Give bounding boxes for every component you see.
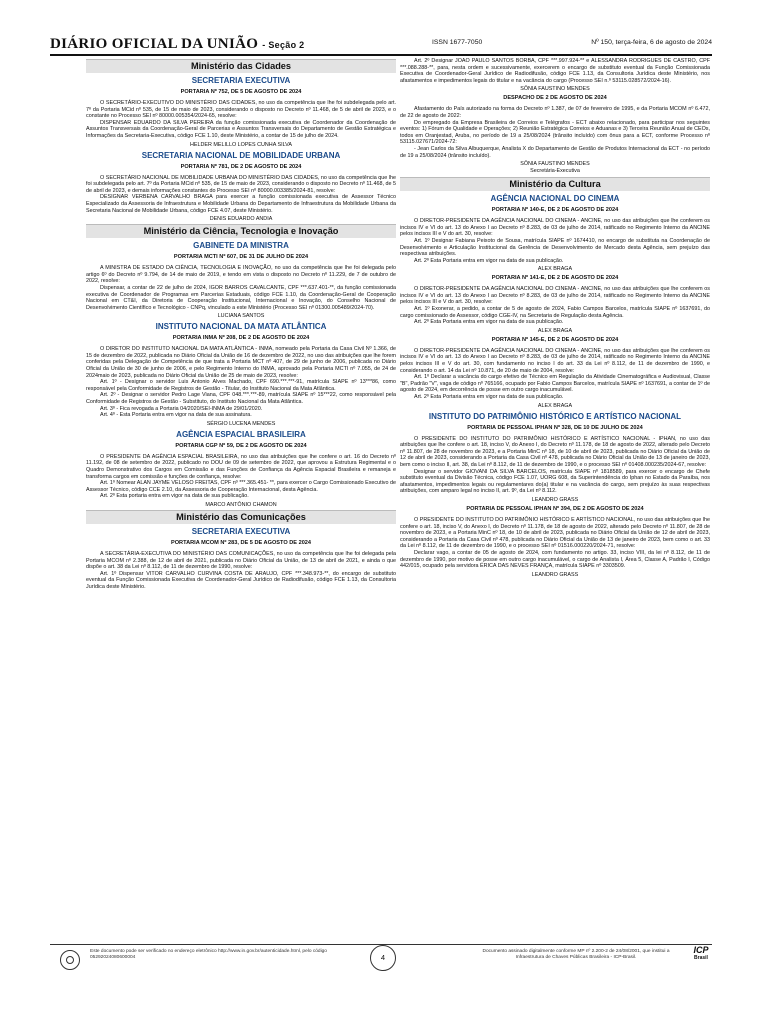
- act-title: PORTARIA CGP Nº 59, DE 2 DE AGOSTO DE 2024: [175, 442, 307, 449]
- paragraph: Designar o servidor GIOVANI DA SILVA BARCELOS, matrícula SIAPE nº 1818589, para exercer o encargo de Chefe substituto eventual da Divisão Técnica, código FCE 1.07, UORG 608, da Superintendência do Iphan no Estado da Paraíba, nos afastamentos, impedimentos legais ou regulamentares do(a) titular e na vacância do cargo, sem prejuízo às suas respectivas atribuições, com amparo legal no inciso II, art. 9º, da Lei nº 8.112.: [400, 468, 710, 495]
- paragraph: Art. 3º - Fica revogada a Portaria 04/2020/SEI-INMA de 29/01/2020.: [100, 405, 263, 412]
- paragraph: DESIGNAR VERBENA CARVALHO BRAGA para exercer a função comissionada executiva de Assessor Técnico Especializado da Assessoria de Infraestrutura e Mobilidade Urbana do Departamento de Infraestrutura da Mobilidade Urbana da Secretaria Nacional de Mobilidade Urbana, código FCE 4.07, deste Ministério.: [86, 194, 396, 214]
- masthead-rule: [50, 54, 712, 56]
- act-title: PORTARIA DE PESSOAL IPHAN Nº 328, DE 10 DE JULHO DE 2024: [467, 424, 643, 431]
- masthead-issn: ISSN 1677-7050: [432, 39, 483, 46]
- signature: LEANDRO GRASS: [531, 496, 579, 503]
- paragraph: A MINISTRA DE ESTADO DA CIÊNCIA, TECNOLOGIA E INOVAÇÃO, no uso da competência que lhe foi delegada pelo artigo 6º do Decreto nº 9.794, de 14 de maio de 2019, e tendo em vista o disposto no Decreto nº 11.229, de 7 de outubro de 2022, resolve:: [86, 265, 396, 285]
- left-column: [86, 58, 396, 942]
- paragraph: Art. 2º - Designar o servidor Pedro Lage Viana, CPF 048.***.***-89, matrícula SIAPE nº 15***22, como responsável pela Conformidade de Registros de Gestão - Substituto, do Instituto Nacional da Mata Atlântica.: [86, 392, 396, 406]
- masthead-issue: Nº 150, terça-feira, 6 de agosto de 2024: [591, 39, 712, 46]
- org-heading: AGÊNCIA NACIONAL DO CINEMA: [490, 194, 620, 204]
- footer-signature-text: Documento assinado digitalmente conforme MP nº 2.200-2 de 24/08/2001, que institui a Infraestrutura de Chaves Públicas Brasileira - ICP-Brasil.: [482, 949, 670, 960]
- paragraph: Art. 2º Esta Portaria entra em vigor na data de sua publicação.: [414, 394, 564, 400]
- paragraph: O PRESIDENTE DO INSTITUTO DO PATRIMÔNIO HISTÓRICO E ARTÍSTICO NACIONAL - IPHAN, no uso das atribuições que lhe confere o art. 18, inciso V, do Anexo I, do Decreto nº 11.178, de 18 de agosto de 2022, alterado pelo Decreto nº 11.807, de 28 de novembro de 2023, e a Portaria MinC nº 18, de 10 de abril de 2023, publicada no Diário Oficial da União de 12 de abril de 2023, considerando a Portaria da Casa Civil nº 478, publicada no Diário Oficial da União de 13 de janeiro de 2023, bem como o inciso II, art. 38, da Lei nº 8.112, de 11 de dezembro de 1990, e o processo SEI nº 01408.000235/2024-67, resolve:: [400, 435, 710, 468]
- signature: SÔNIA FAUSTINO MENDES: [520, 86, 590, 93]
- paragraph: Art. 1º Designar Fabiana Peixoto de Sousa, matrícula SIAPE nº 1674410, no encargo de substituta na Coordenação de Desenvolvimento e Articulação Institucional da Gerência de Desenvolvimento de Mercado desta Agência, sem prejuízo das respectivas atribuições.: [400, 237, 710, 258]
- icp-logo-text: ICP: [693, 945, 709, 955]
- paragraph: O DIRETOR DO INSTITUTO NACIONAL DA MATA ATLÂNTICA - INMA, nomeado pela Portaria da Casa Civil Nº 1.366, de 15 de dezembro de 2022, publicada no Diário Oficial da União de 16 de dezembro de 2022, no uso das atribuições que lhe forem conferidas pela Delegação de Competência de que trata a Portaria MCT nº 407, de 29 de junho de 2006, publicada no Diário Oficial da União de 30 de junho de 2006, e pelo Regimento Interno do INMA, aprovado pela Portaria MCTI nº 7.055, de 24 de 2024maio de 2023, publicada no Diário Oficial da União de 25 de maio de 2023, resolve:: [86, 346, 396, 379]
- paragraph: A SECRETÁRIA-EXECUTIVA DO MINISTÉRIO DAS COMUNICAÇÕES, no uso da competência que lhe foi delegada pela Portaria MCOM nº 2.388, de 12 de abril de 2021, publicada no Diário Oficial da União, de 13 de abril de 2021, e ainda o que dispõe o art. 38 da Lei nº 8.112, de 11 de dezembro de 1990, resolve:: [86, 550, 396, 571]
- paragraph: Art. 2º Esta Portaria entra em vigor na data de sua publicação.: [414, 257, 564, 264]
- signature: SÔNIA FAUSTINO MENDES: [520, 161, 590, 168]
- org-heading: INSTITUTO DO PATRIMÔNIO HISTÓRICO E ARTÍSTICO NACIONAL: [428, 411, 682, 421]
- signature: ALEX BRAGA: [537, 327, 573, 334]
- signature: HELDER MELILLO LOPES CUNHA SILVA: [190, 141, 292, 148]
- paragraph: O SECRETÁRIO-EXECUTIVO DO MINISTÉRIO DAS CIDADES, no uso da competência que lhe foi subdelegada pelo art. 7º da Portaria MCid nº 535, de 15 de maio de 2023, considerando o disposto no Decreto nº 11.468, de 5 de abril de 2023, e o constante no Processo SEI nº 80000.005354/2024-65, resolve:: [86, 100, 396, 120]
- paragraph: O PRESIDENTE DA AGÊNCIA ESPACIAL BRASILEIRA, no uso das atribuições que lhe confere o art. 16 do Decreto nº 11.192, de 08 de setembro de 2022, publicado no DOU de 09 de setembro de 2022, que aprovou a Estrutura Regimental e o Quadro Demonstrativo dos Cargos em Comissão e das Funções de Confiança da Agência Espacial Brasileira e remaneja e transforma cargos em comissão e funções de confiança, resolve:: [86, 453, 396, 480]
- ministry-heading: Ministério da Cultura: [400, 177, 710, 191]
- page-number: 4: [370, 945, 396, 971]
- right-column: [400, 58, 710, 942]
- paragraph: - Jean Carlos da Silva Albuquerque, Analista X do Departamento de Gestão de Produtos Internacional da ECT - no período de 19 a 25/08/2024 (trânsito incluído).: [400, 145, 710, 159]
- paragraph: Art. 1º Dispensar VITOR CARVALHO CURVINA COSTA DE ARAUJO, CPF ***.348.973-**, do encargo de substituto eventual da Função Comissionada Executiva de Coordenador-Geral Jurídico de Radiodifusão, código FCE 1.13, da Consultoria Jurídica deste Ministério.: [86, 570, 396, 590]
- paragraph: Art. 1º Nomear ALAN JAYME VELOSO FREITAS, CPF nº ***.365.451- **, para exercer o Cargo Comissionado Executivo de Assessor Técnico, código CCE 2.10, da Assessoria de Cooperação Internacional, desta Agência.: [86, 480, 396, 493]
- coat-of-arms-icon: [60, 950, 80, 970]
- signature-role: Secretária-Executiva: [530, 168, 580, 175]
- paragraph: Art. 1º Declarar a vacância do cargo efetivo de Técnico em Regulação da Atividade Cinematográfica e Audiovisual, Classe "B", Padrão "V", vaga de código nº 765166, ocupado por Fabio Campos Barcelos, matrícula SIAPE nº 1637691, a contar de 1º de agosto de 2024, em decorrência de posse em outro cargo inacumulável.: [400, 374, 710, 394]
- paragraph: Art. 2º Esta portaria entra em vigor na data de sua publicação.: [100, 493, 249, 500]
- paragraph: O SECRETÁRIO NACIONAL DE MOBILIDADE URBANA DO MINISTÉRIO DAS CIDADES, no uso da competência que lhe foi subdelegada pelo art. 7º da Portaria MCid nº 535, de 15 de maio de 2023, considerando o disposto no Decreto nº 11.468, de 5 de abril de 2023, e demais informações constantes do Processo SEI nº 80000.003385/2024-81, resolve:: [86, 174, 396, 194]
- org-heading: SECRETARIA NACIONAL DE MOBILIDADE URBANA: [141, 150, 341, 160]
- icp-brasil-logo: [690, 946, 712, 961]
- signature: ALEX BRAGA: [537, 266, 573, 273]
- act-title: PORTARIA Nº 145-E, DE 2 DE AGOSTO DE 2024: [491, 336, 619, 343]
- org-heading: GABINETE DA MINISTRA: [193, 241, 289, 251]
- paragraph: Afastamento do País autorizado na forma do Decreto nº 1.387, de 07 de fevereiro de 1995, e da Portaria MCOM nº 6.472, de 22 de agosto de 2022:: [400, 106, 710, 119]
- paragraph: O DIRETOR-PRESIDENTE DA AGÊNCIA NACIONAL DO CINEMA - ANCINE, no uso das atribuições que lhe conferem os incisos IV e VI do art. 13 do Anexo I ao Decreto nº 8.283, de 03 de julho de 2014, ratificado no Regimento Interno da ANCINE pelos incisos III e V do art. 30, com fundamento no inciso I do art. 33 da Lei nº 8.112, de 11 de dezembro de 1990, e considerando o art. 14 da Lei nº 10.871, de 20 de maio de 2004, resolve:: [400, 347, 710, 374]
- act-title: PORTARIA Nº 752, DE 5 DE AGOSTO DE 2024: [180, 89, 302, 95]
- masthead-section: - Seção 2: [262, 40, 305, 50]
- act-title: PORTARIA DE PESSOAL IPHAN Nº 394, DE 2 DE AGOSTO DE 2024: [466, 505, 644, 512]
- act-title: PORTARIA Nº 141-E, DE 2 DE AGOSTO DE 2024: [491, 275, 619, 282]
- paragraph: Art. 4º - Esta Portaria entra em vigor na data de sua assinatura.: [100, 412, 252, 419]
- paragraph: Dispensar, a contar de 22 de julho de 2024, IGOR BARROS CAVALCANTE, CPF ***.637.401-**, da função comissionada executiva de Coordenador de Programas em Parcerias Estaduais, código FCE 1.10, da Coordenação-Geral de Cooperação Nacional em CT&I, da Diretoria de Cooperação Institucional, Internacional e Inovação, do Conselho Nacional de Desenvolvimento Científico e Tecnológico - CNPq, vinculado a este Ministério (Processo SEI nº 01300.005489/2024-70).: [86, 284, 396, 311]
- paragraph: Art. 2º Designar JOAO PAULO SANTOS BORBA, CPF ***.997.924-** e ALESSANDRA RODRIGUES DE CASTRO, CPF ***.088.288-**, para, nesta ordem e sucessivamente, exercerem o encargo de substituto eventual da Função Comissionada Executiva de Coordenador-Geral Jurídico de Radiodifusão, código FCE 1.13, da Consultoria Jurídica deste Ministério, nos afastamentos e impedimentos legais do titular e na vacância do cargo (Processo SEI n.º 53115.028572/2024-16).: [400, 58, 710, 84]
- signature: SÉRGIO LUCENA MENDES: [206, 420, 276, 427]
- act-title: PORTARIA MCOM Nº 283, DE 5 DE AGOSTO DE 2024: [170, 539, 312, 546]
- ministry-heading: Ministério das Comunicações: [86, 510, 396, 524]
- ministry-heading: Ministério das Cidades: [86, 59, 396, 73]
- signature: DENIS EDUARDO ANDIA: [209, 216, 273, 223]
- act-title: PORTARIA Nº 140-E, DE 2 DE AGOSTO DE 2024: [491, 207, 619, 214]
- org-heading: AGÊNCIA ESPACIAL BRASILEIRA: [176, 429, 306, 439]
- org-heading: SECRETARIA EXECUTIVA: [191, 526, 291, 536]
- paragraph: Declarar vago, a contar de 05 de agosto de 2024, com fundamento no artigo. 33, inciso VIII, da lei nº 8.112, de 11 de dezembro de 1990, por motivo de posse em outro cargo inacumulável, o cargo de Analista I, Área 5, Classe A, Padrão I, Código 442/015, ocupado pela servidora ÉRICA DAS NEVES FRANÇA, matrícula SIAPE nº 3303509.: [400, 549, 710, 570]
- signature: LUCIANA SANTOS: [217, 313, 265, 320]
- ministry-heading: Ministério da Ciência, Tecnologia e Inovação: [86, 224, 396, 238]
- signature: ALEX BRAGA: [537, 402, 573, 409]
- paragraph: DISPENSAR EDUARDO DA SILVA PEREIRA da função comissionada executiva de Coordenador da Coordenação de Assuntos Transversais da Coordenação-Geral de Parcerias e Assuntos Transversais do Departamento de Gestão Estratégica e Informações da Secretaria-Executiva, código FCE 1.10, deste Ministério, a contar de 15 de julho de 2024.: [86, 119, 396, 139]
- act-title: PORTARIA INMA Nº 208, DE 2 DE AGOSTO DE 2024: [172, 335, 310, 342]
- masthead-title: DIÁRIO OFICIAL DA UNIÃO - Seção 2: [50, 36, 305, 52]
- org-heading: SECRETARIA EXECUTIVA: [191, 76, 291, 85]
- masthead: [50, 36, 712, 52]
- act-title: DESPACHO DE 2 DE AGOSTO DE 2024: [503, 95, 607, 102]
- paragraph: O PRESIDENTE DO INSTITUTO DO PATRIMÔNIO HISTÓRICO E ARTÍSTICO NACIONAL, no uso das atribuições que lhe confere o art. 18, inciso V, do Anexo I, do Decreto nº 11.178, de 18 de agosto de 2022, alterado pelo Decreto nº 11.807, de 28 de novembro de 2023, e a Portaria MinC nº 18, de 10 de abril de 2023, publicada no Diário Oficial da União de 12 de abril de 2023, considerando a Portaria da Casa Civil nº 478, publicada no Diário Oficial da União de 13 de janeiro de 2023, bem como o art. 33 da Lei nº 8.112, de 11 de dezembro de 1990, e o processo SEI nº 01516.000220/2024-71, resolve:: [400, 516, 710, 550]
- org-heading: INSTITUTO NACIONAL DA MATA ATLÂNTICA: [155, 322, 327, 332]
- paragraph: Art. 2º Esta Portaria entra em vigor na data de sua publicação.: [414, 319, 564, 326]
- act-title: PORTARIA Nº 781, DE 2 DE AGOSTO DE 2024: [180, 163, 302, 170]
- paragraph: O DIRETOR-PRESIDENTE DA AGÊNCIA NACIONAL DO CINEMA - ANCINE, no uso das atribuições que lhe conferem os incisos IV e VI do art. 13 do Anexo I ao Decreto nº 8.283, de 03 de julho de 2014, ratificado no Regimento Interno da ANCINE pelos incisos III e V do art. 30, resolve:: [400, 286, 710, 306]
- signature: LEANDRO GRASS: [531, 571, 579, 578]
- footer-verification-text: Este documento pode ser verificado no endereço eletrônico http://www.in.gov.br/autenticidade.html, pelo código 05292024080600004: [90, 949, 327, 960]
- icp-logo-subtext: Brasil: [694, 955, 708, 961]
- signature: MARCO ANTÔNIO CHAMON: [205, 501, 277, 508]
- paragraph: Art. 1º - Designar o servidor Luis Antonio Alves Machado, CPF 690.***.***-91, matrícula SIAPE nº 13***86, como responsável pela Conformidade de Registros de Gestão - Titular, do Instituto Nacional da Mata Atlântica.: [86, 379, 396, 392]
- paragraph: O DIRETOR-PRESIDENTE DA AGÊNCIA NACIONAL DO CINEMA - ANCINE, no uso das atribuições que lhe conferem os incisos IV e VI do art. 13 do Anexo I ao Decreto nº 8.283, de 03 de julho de 2014, ratificado no Regimento Interno da ANCINE pelos incisos III e V do art. 30, resolve:: [400, 218, 710, 238]
- paragraph: Do empregado da Empresa Brasileira de Correios e Telégrafos - ECT abaixo relacionado, para participar nos seguintes eventos: 1) Fórum de Qualidade e Operações; 2) Reunião Estratégica Correios e Aduanas e 3) Terceira Reunião Anual de CEOs, todos em Oranjestad, Aruba, no período de 19 a 25/08/2024 (trânsito incluído) com ônus para a ECT, conforme Processo nº 53115.027671/2024-72:: [400, 119, 710, 146]
- act-title: PORTARIA MCTI Nº 607, DE 31 DE JULHO DE 2024: [173, 254, 309, 261]
- paragraph: Art. 1º Exonerar, a pedido, a contar de 5 de agosto de 2024, Fabio Campos Barcelos, matrícula SIAPE nº 1637691, do cargo comissionado de Assessor, código CGE-IV, na Secretaria de Regulação desta Agência.: [400, 306, 710, 319]
